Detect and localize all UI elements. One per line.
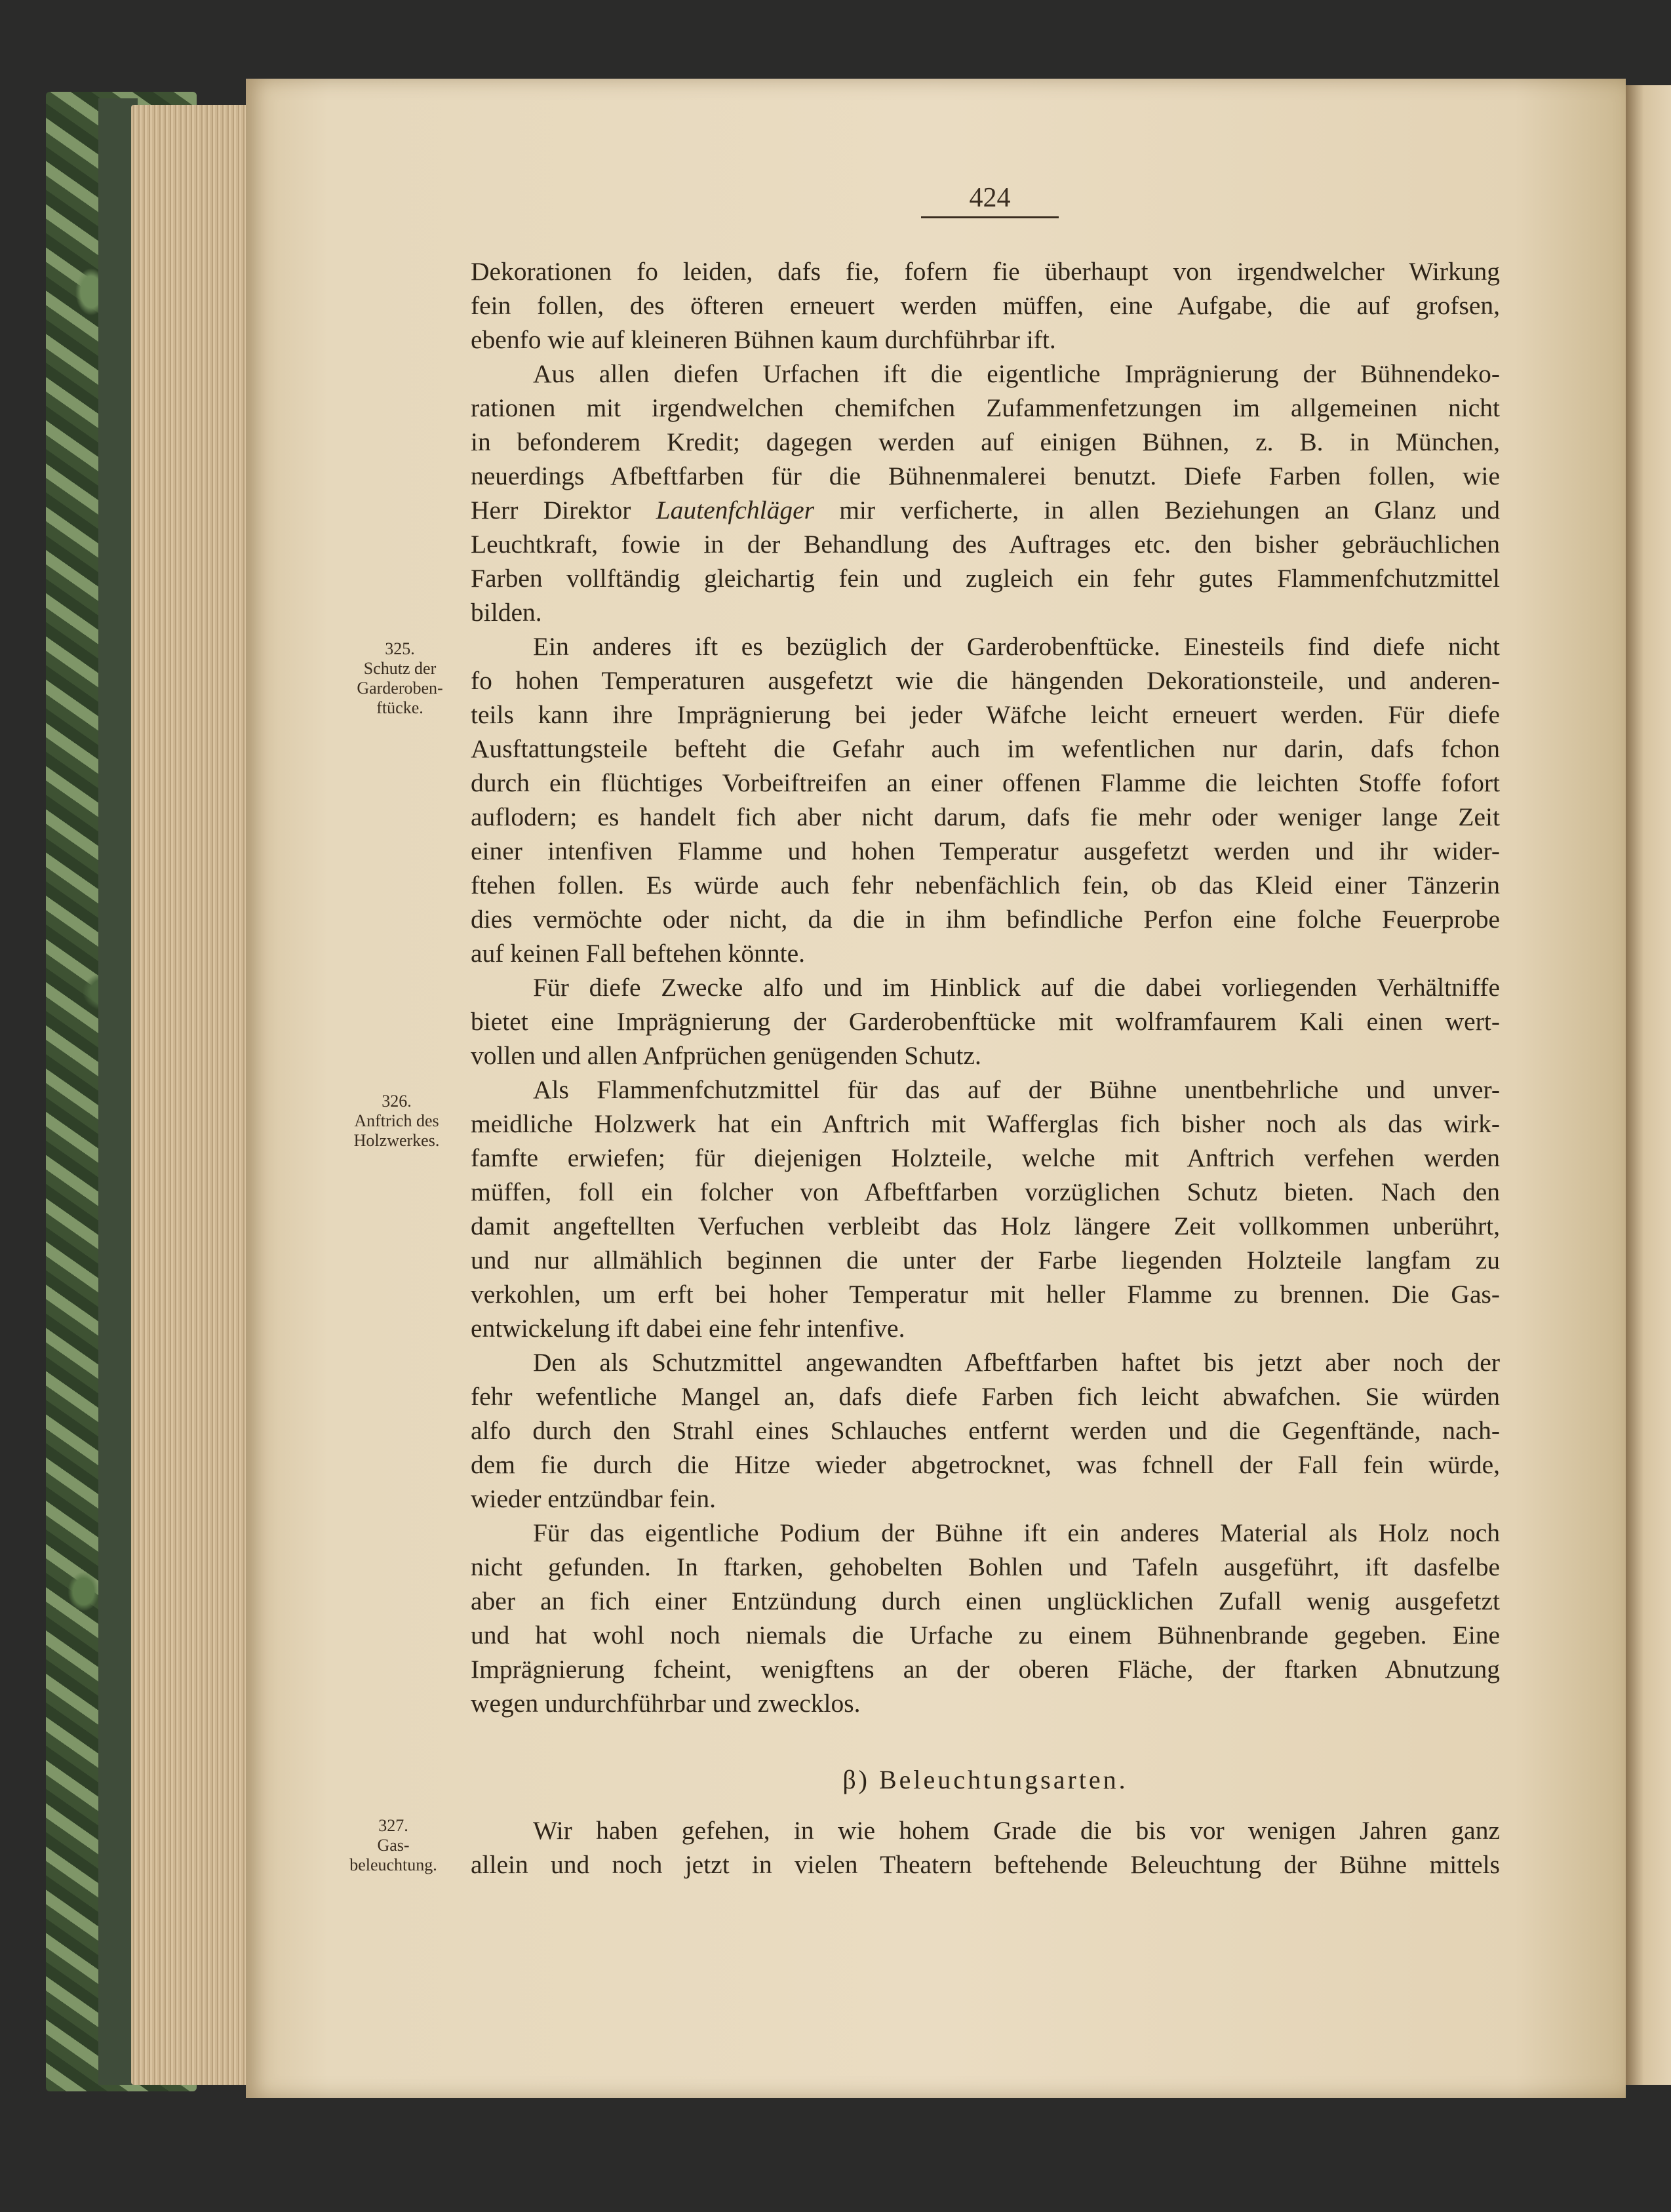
text-line: wegen undurchführbar und zwecklos. — [471, 1689, 861, 1718]
margin-note-line: beleuchtung. — [349, 1855, 437, 1874]
margin-note-number: 326. — [382, 1092, 412, 1111]
text-line: und hat wohl noch niemals die Urfache zu einem Bühnenbrande gegeben. Eine — [471, 1621, 1500, 1649]
text-line: fo hohen Temperaturen ausgefetzt wie die hängenden Dekorationsteile, und anderen- — [471, 666, 1500, 695]
facing-page-edge — [1626, 85, 1671, 2085]
text-line: Imprägnierung fcheint, wenigftens an der oberen Fläche, der ftarken Abnutzung — [471, 1655, 1500, 1684]
text-line: fein follen, des öfteren erneuert werden müffen, eine Aufgabe, die auf grofsen, — [471, 291, 1500, 320]
text-line: und nur allmählich beginnen die unter der Farbe liegenden Holzteile langfam zu — [471, 1246, 1500, 1274]
text-line: aber an fich einer Entzündung durch einen unglücklichen Zufall wenig ausgefetzt — [471, 1587, 1500, 1615]
margin-note-line: Garderoben- — [357, 679, 443, 698]
margin-note-327 — [338, 1816, 449, 1875]
text-line: allein und noch jetzt in vielen Theatern beftehende Beleuchtung der Bühne mittels — [471, 1850, 1500, 1879]
text-line: bietet eine Imprägnierung der Garderobenftücke mit wolframfaurem Kali einen wert- — [471, 1007, 1500, 1036]
text-line: entwickelung ift dabei eine fehr intenfive. — [471, 1314, 905, 1343]
text-line: alfo durch den Strahl eines Schlauches entfernt werden und die Gegenftände, nach- — [471, 1416, 1500, 1445]
page-number: 424 — [921, 182, 1059, 218]
text-line: Für das eigentliche Podium der Bühne ift ein anderes Material als Holz noch — [533, 1518, 1500, 1547]
text-line: famfte erwiefen; für diejenigen Holzteile, welche mit Anftrich verfehen werden — [471, 1143, 1500, 1172]
margin-note-line: Anftrich des — [354, 1111, 439, 1130]
margin-note-line: Gas- — [377, 1836, 410, 1855]
text-line: teils kann ihre Imprägnierung bei jeder Wäfche leicht erneuert werden. Für diefe — [471, 700, 1500, 729]
text-line: Ausftattungsteile befteht die Gefahr auch im wefentlichen nur darin, dafs fchon — [471, 734, 1500, 763]
text-line: auflodern; es handelt fich aber nicht darum, dafs fie mehr oder weniger lange Zeit — [471, 802, 1500, 831]
text-line: verkohlen, um erft bei hoher Temperatur mit heller Flamme zu brennen. Die Gas- — [471, 1280, 1500, 1309]
text-line: Wir haben gefehen, in wie hohem Grade die bis vor wenigen Jahren ganz — [533, 1816, 1500, 1845]
text-line: Für diefe Zwecke alfo und im Hinblick auf die dabei vorliegenden Verhältniffe — [533, 973, 1500, 1002]
person-name: Lautenfchläger — [656, 496, 814, 524]
text-line: meidliche Holzwerk hat ein Anftrich mit Wafferglas fich bisher noch als das wirk- — [471, 1109, 1500, 1138]
margin-note-number: 325. — [385, 639, 415, 658]
text-line: müffen, foll ein folcher von Afbeftfarben vorzüglichen Schutz bieten. Nach den — [471, 1177, 1500, 1206]
text-line: dies vermöchte oder nicht, da die in ihm befindliche Perfon eine folche Feuerprobe — [471, 905, 1500, 934]
margin-note-326 — [341, 1092, 452, 1151]
margin-note-line: Schutz der — [363, 659, 437, 678]
text-line: auf keinen Fall beftehen könnte. — [471, 939, 806, 968]
margin-note-325 — [344, 639, 456, 718]
body-text-continued — [471, 1813, 1500, 1882]
text-line: Leuchtkraft, fowie in der Behandlung des Auftrages etc. den bisher gebräuchlichen — [471, 530, 1500, 559]
text-line: wieder entzündbar fein. — [471, 1484, 716, 1513]
margin-note-line: Holzwerkes. — [353, 1131, 440, 1150]
text-fragment: Herr Direktor — [471, 496, 631, 524]
text-line: rationen mit irgendwelchen chemifchen Zufammenfetzungen im allgemeinen nicht — [471, 393, 1500, 422]
text-line: in befonderem Kredit; dagegen werden auf einigen Bühnen, z. B. in München, — [471, 427, 1500, 456]
text-line: dem fie durch die Hitze wieder abgetrocknet, was fchnell der Fall fein würde, — [471, 1450, 1500, 1479]
text-line: einer intenfiven Flamme und hohen Temperatur ausgefetzt werden und ihr wider- — [471, 837, 1500, 865]
text-line: Dekorationen fo leiden, dafs fie, fofern fie überhaupt von irgendwelcher Wirkung — [471, 257, 1500, 286]
text-line: Ein anderes ift es bezüglich der Garderobenftücke. Einesteils find diefe nicht — [533, 632, 1500, 661]
text-line: vollen und allen Anfprüchen genügenden Schutz. — [471, 1041, 981, 1070]
text-line: Den als Schutzmittel angewandten Afbeftfarben haftet bis jetzt aber noch der — [533, 1348, 1500, 1377]
text-line: Aus allen diefen Urfachen ift die eigentliche Imprägnierung der Bühnendeko- — [533, 359, 1500, 388]
text-line: damit angeftellten Verfuchen verbleibt das Holz längere Zeit vollkommen unberührt, — [471, 1212, 1500, 1240]
section-heading: β) Beleuchtungsarten. — [842, 1765, 1128, 1794]
text-line: ebenfo wie auf kleineren Bühnen kaum durchführbar ift. — [471, 325, 1056, 354]
body-text — [471, 254, 1500, 1720]
text-line: bilden. — [471, 598, 542, 627]
text-line: nicht gefunden. In ftarken, gehobelten Bohlen und Tafeln ausgeführt, ift dasfelbe — [471, 1552, 1500, 1581]
text-line: ftehen follen. Es würde auch fehr nebenfächlich fein, ob das Kleid einer Tänzerin — [471, 871, 1500, 899]
text-line: fehr wefentliche Mangel an, dafs diefe Farben fich leicht abwafchen. Sie würden — [471, 1382, 1500, 1411]
margin-note-number: 327. — [378, 1816, 408, 1835]
text-line — [471, 493, 1500, 527]
text-fragment: mir verficherte, in allen Beziehungen an Glanz und — [839, 496, 1500, 524]
text-line: durch ein flüchtiges Vorbeiftreifen an einer offenen Flamme die leichten Stoffe fofort — [471, 768, 1500, 797]
text-line: Farben vollftändig gleichartig fein und zugleich ein fehr gutes Flammenfchutzmittel — [471, 564, 1500, 593]
text-line: neuerdings Afbeftfarben für die Bühnenmalerei benutzt. Diefe Farben follen, wie — [471, 462, 1500, 490]
margin-note-line: ftücke. — [376, 698, 423, 717]
page-edges — [131, 105, 256, 2085]
text-line: Als Flammenfchutzmittel für das auf der Bühne unentbehrliche und unver- — [533, 1075, 1500, 1104]
